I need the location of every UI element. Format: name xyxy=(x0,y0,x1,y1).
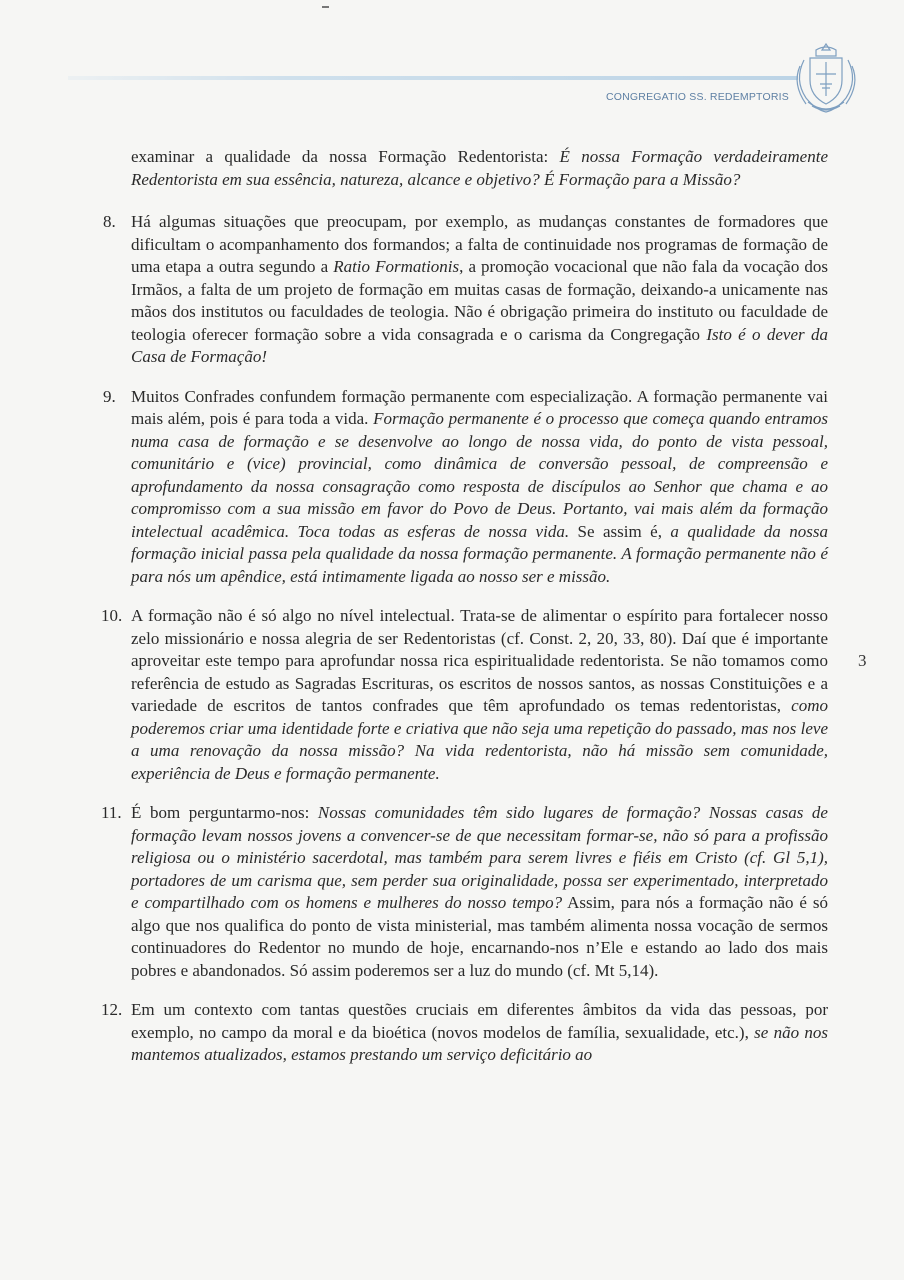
italic-text: Ratio Formationis xyxy=(333,257,460,276)
paragraph-number: 11. xyxy=(101,803,122,822)
header-title: CONGREGATIO SS. REDEMPTORIS xyxy=(606,91,789,103)
body-text: Há algumas situações que preocupam, por exemplo, as mudanças constantes de formadores que dificultam o acompanhamento dos formandos; a falta de continuidade nos programas de formação de uma etapa a outra segundo a xyxy=(131,212,828,276)
italic-text: Nossas comunidades têm sido lugares de formação? Nossas casas de formação levam nossos jovens a convencer-se de que necessitam formar-se, não só para a profissão religiosa ou o ministério sacerdotal, mas também para serem livres e fiéis em Cristo (cf. Gl 5,1), portadores de um carisma que, sem perder sua originalidade, possa ser experimentado, interpretado e compartilhado com os homens e mulheres do nosso tempo? xyxy=(131,803,828,912)
paragraph-number: 10. xyxy=(101,606,123,625)
paragraph xyxy=(131,146,828,191)
paragraph xyxy=(101,605,828,785)
italic-text: Formação permanente é o processo que começa quando entramos numa casa de formação e se desenvolve ao longo de nossa vida, do ponto de vista pessoal, comunitário e (vice) provincial, como dinâmica de conversão pessoal, de compreensão e aprofundamento da nossa consagração como resposta de discípulos ao Senhor que chama e ao compromisso com a sua missão em favor do Povo de Deus. Portanto, vai mais além da formação intelectual acadêmica. Toca todas as esferas de nossa vida. xyxy=(131,409,828,541)
paragraph-number: 9. xyxy=(103,386,116,406)
italic-text: Isto é o dever da Casa de Formação! xyxy=(131,324,828,366)
italic-text: se não nos mantemos atualizados, estamos prestando um serviço deficitário ao xyxy=(131,1022,828,1064)
page-number: 3 xyxy=(858,651,867,670)
paragraph-number: 12. xyxy=(101,1000,123,1019)
body-text: É bom perguntarmo-nos: xyxy=(131,803,318,822)
paragraph xyxy=(101,802,828,982)
body-text: Se assim é, xyxy=(569,521,671,541)
body-text: A formação não é só algo no nível intelectual. Trata-se de alimentar o espírito para fortalecer nosso zelo missionário e nossa alegria de ser Redentoristas (cf. Const. 2, 20, 33, 80). Daí que é importante aproveitar este tempo para aprofundar nossa rica espiritualidade redentorista. Se não tomamos como referência de estudo as Sagradas Escrituras, os escritos de nossos santos, as nossas Constituições e a variedade de escritos de tantos confrades que têm aprofundado os temas redentoristas, xyxy=(131,606,828,715)
body-text: , a promoção vocacional que não fala da vocação dos Irmãos, a falta de um projeto de formação em muitas casas de formação, deixando-a unicamente nas mãos dos institutos ou faculdades de teologia. Não é obrigação primeira do instituto ou faculdade de teologia oferecer formação sobre a vida consagrada e o carisma da Congregação xyxy=(131,257,828,344)
paragraph-number: 8. xyxy=(103,212,116,231)
body-text: Assim, para nós a formação não é só algo que nos qualifica do ponto de vista ministerial, mas também alimenta nossa vocação de sermos continuadores do Redentor no mundo de hoje, encarnando-nos n’Ele e estando ao lado dos mais pobres e abandonados. Só assim poderemos ser a luz do mundo (cf. Mt 5,14). xyxy=(131,893,828,980)
paragraph xyxy=(101,999,828,1067)
header-rule xyxy=(68,76,798,80)
document-body xyxy=(101,146,828,1084)
body-text: examinar a qualidade da nossa Formação Redentorista: xyxy=(131,147,560,166)
body-text: Em um contexto com tantas questões cruciais em diferentes âmbitos da vida das pessoas, por exemplo, no campo da moral e da bioética (novos modelos de família, sexualidade, etc.), xyxy=(131,1000,828,1042)
paragraph xyxy=(103,386,828,589)
italic-text: como poderemos criar uma identidade forte e criativa que não seja uma repetição do passado, mas nos leve a uma renovação da nossa missão? Na vida redentorista, não há missão sem comunidade, experiência de Deus e formação permanente. xyxy=(131,696,828,783)
body-text: Muitos Confrades confundem formação permanente com especialização. A formação permanente vai mais além, pois é para toda a vida. xyxy=(131,386,828,428)
italic-text: É nossa Formação verdadeiramente Redentorista em sua essência, natureza, alcance e objetivo? É Formação para a Missão? xyxy=(131,147,828,189)
scan-mark xyxy=(322,6,329,8)
paragraph xyxy=(103,211,828,369)
congregation-crest-icon xyxy=(786,40,866,118)
italic-text: a qualidade da nossa formação inicial passa pela qualidade da nossa formação permanente. A formação permanente não é para nós um apêndice, está intimamente ligada ao nosso ser e missão. xyxy=(131,521,828,586)
